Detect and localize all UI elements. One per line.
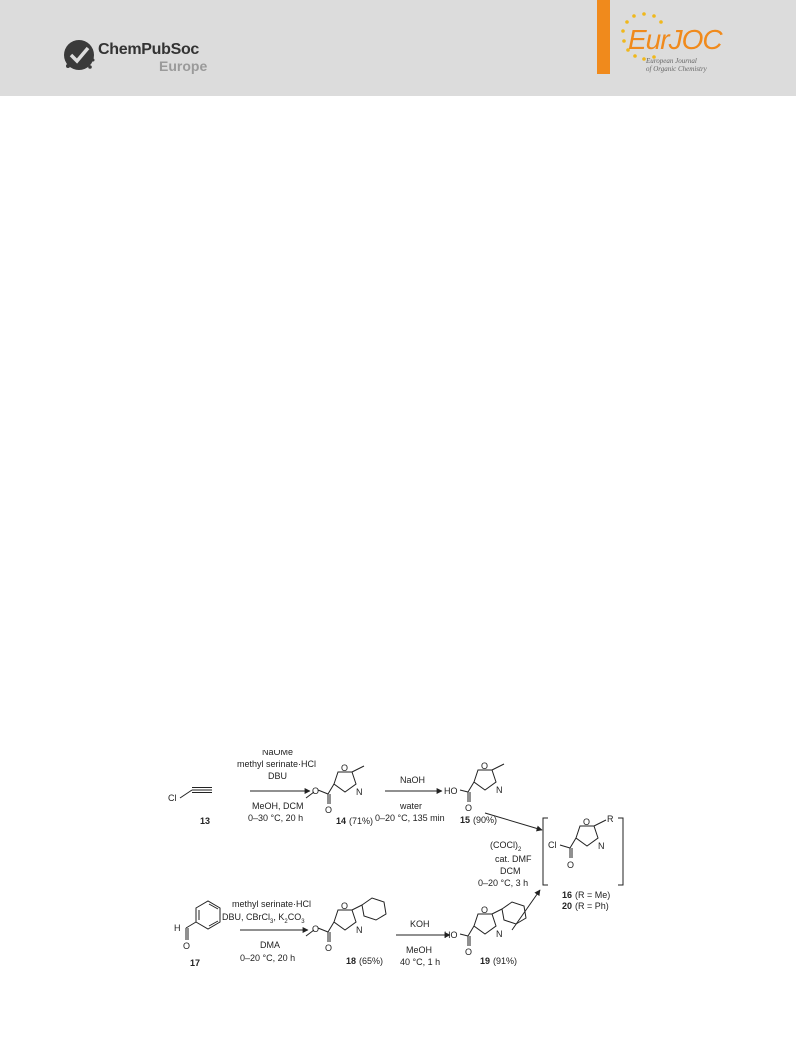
label-19 bbox=[480, 956, 517, 966]
step4-reagent-2 bbox=[222, 912, 305, 925]
step1-cond-1: MeOH, DCM bbox=[252, 801, 304, 811]
atom-o-15-ring: O bbox=[481, 761, 489, 771]
atom-n-19: N bbox=[496, 929, 503, 939]
chempubsoc-emblem-icon bbox=[62, 38, 96, 72]
step4-reagent-2c: CO bbox=[287, 912, 302, 922]
label-18-num: 18 bbox=[346, 956, 357, 966]
step4-cond-2: 0–20 °C, 20 h bbox=[240, 953, 296, 963]
step3-reagent-1-main: (COCl) bbox=[490, 840, 518, 850]
atom-o-19-carbonyl: O bbox=[465, 947, 473, 957]
step4-cond-1: DMA bbox=[260, 940, 280, 950]
label-15-num: 15 bbox=[460, 815, 471, 825]
chempubsoc-logo bbox=[62, 38, 208, 78]
journal-brand bbox=[628, 24, 722, 56]
step3-reagent-2: cat. DMF bbox=[495, 854, 532, 864]
compound-17-structure bbox=[186, 901, 220, 940]
label-14-yield: (71%) bbox=[349, 816, 374, 826]
atom-n-14: N bbox=[356, 787, 363, 797]
label-16-num: 16 bbox=[562, 890, 573, 900]
atom-ho-15: HO bbox=[444, 786, 458, 796]
step4-reagent-2-sub1: 3 bbox=[270, 919, 274, 925]
label-16 bbox=[562, 890, 610, 900]
label-14 bbox=[336, 816, 373, 826]
step5-cond-1: MeOH bbox=[406, 945, 433, 955]
label-20-note: (R = Ph) bbox=[575, 901, 609, 911]
reaction-scheme bbox=[160, 750, 640, 980]
journal-subtitle bbox=[646, 57, 746, 73]
atom-cl-13: Cl bbox=[168, 793, 177, 803]
step4-reagent-2-sub3: 3 bbox=[301, 919, 305, 925]
atom-h-17: H bbox=[174, 923, 181, 933]
label-20 bbox=[562, 901, 609, 911]
step4-reagent-2-sub2: 2 bbox=[284, 919, 288, 925]
step3-reagent-3: DCM bbox=[500, 866, 521, 876]
arrow-19-to-acid-chloride bbox=[512, 890, 540, 930]
atom-o-17: O bbox=[183, 941, 191, 951]
label-18 bbox=[346, 956, 383, 966]
label-15-yield: (90%) bbox=[473, 815, 498, 825]
accent-bar bbox=[597, 0, 610, 74]
step2-cond-1: water bbox=[400, 801, 423, 811]
journal-subtitle-line2: of Organic Chemistry bbox=[646, 65, 707, 73]
step1-reagent-1: NaOMe bbox=[262, 750, 294, 757]
atom-o-14-ester: O bbox=[312, 786, 320, 796]
step4-reagent-2a: DBU, CBrCl bbox=[222, 912, 271, 922]
product-bracket bbox=[543, 818, 623, 885]
page-header bbox=[0, 0, 796, 96]
step1-reagent-2: methyl serinate·HCl bbox=[237, 759, 317, 769]
compound-14-structure bbox=[306, 766, 364, 804]
label-13: 13 bbox=[200, 816, 211, 826]
step4-reagent-2b: , K bbox=[273, 912, 285, 922]
label-16-note: (R = Me) bbox=[575, 890, 611, 900]
step1-reagent-3: DBU bbox=[268, 771, 288, 781]
atom-o-14-carbonyl: O bbox=[325, 805, 333, 815]
step2-cond-2: 0–20 °C, 135 min bbox=[375, 813, 445, 823]
atom-o-18-carbonyl: O bbox=[325, 943, 333, 953]
compound-13-structure bbox=[180, 788, 212, 799]
step1-cond-2: 0–30 °C, 20 h bbox=[248, 813, 304, 823]
atom-n-15: N bbox=[496, 785, 503, 795]
atom-n-16: N bbox=[598, 841, 605, 851]
journal-brand-eur: Eur bbox=[628, 24, 669, 55]
step3-reagent-1-sub: 2 bbox=[518, 847, 522, 853]
atom-n-18: N bbox=[356, 925, 363, 935]
atom-o-16-ring: O bbox=[583, 817, 591, 827]
step3-reagent-1 bbox=[490, 840, 522, 853]
atom-r-16: R bbox=[607, 814, 614, 824]
atom-ho-19: HO bbox=[444, 930, 458, 940]
atom-o-14-ring: O bbox=[341, 763, 349, 773]
atom-o-18-ester: O bbox=[312, 924, 320, 934]
step5-cond-2: 40 °C, 1 h bbox=[400, 957, 441, 967]
publisher-region: Europe bbox=[159, 58, 208, 74]
publisher-name: ChemPubSoc bbox=[98, 41, 200, 58]
label-15 bbox=[460, 815, 497, 825]
step5-reagent-1: KOH bbox=[410, 919, 430, 929]
label-18-yield: (65%) bbox=[359, 956, 384, 966]
atom-o-19-ring: O bbox=[481, 905, 489, 915]
label-19-yield: (91%) bbox=[493, 956, 518, 966]
journal-brand-joc: JOC bbox=[668, 24, 722, 55]
journal-subtitle-line1: European Journal bbox=[646, 57, 697, 65]
step3-cond-1: 0–20 °C, 3 h bbox=[478, 878, 529, 888]
eurjoc-logo bbox=[614, 10, 774, 80]
atom-o-16-carbonyl: O bbox=[567, 860, 575, 870]
atom-o-18-ring: O bbox=[341, 901, 349, 911]
label-19-num: 19 bbox=[480, 956, 491, 966]
atom-cl-16: Cl bbox=[548, 840, 557, 850]
label-20-num: 20 bbox=[562, 901, 573, 911]
step2-reagent-1: NaOH bbox=[400, 775, 426, 785]
atom-o-15-carbonyl: O bbox=[465, 803, 473, 813]
label-14-num: 14 bbox=[336, 816, 347, 826]
step4-reagent-1: methyl serinate·HCl bbox=[232, 899, 312, 909]
label-17: 17 bbox=[190, 958, 201, 968]
